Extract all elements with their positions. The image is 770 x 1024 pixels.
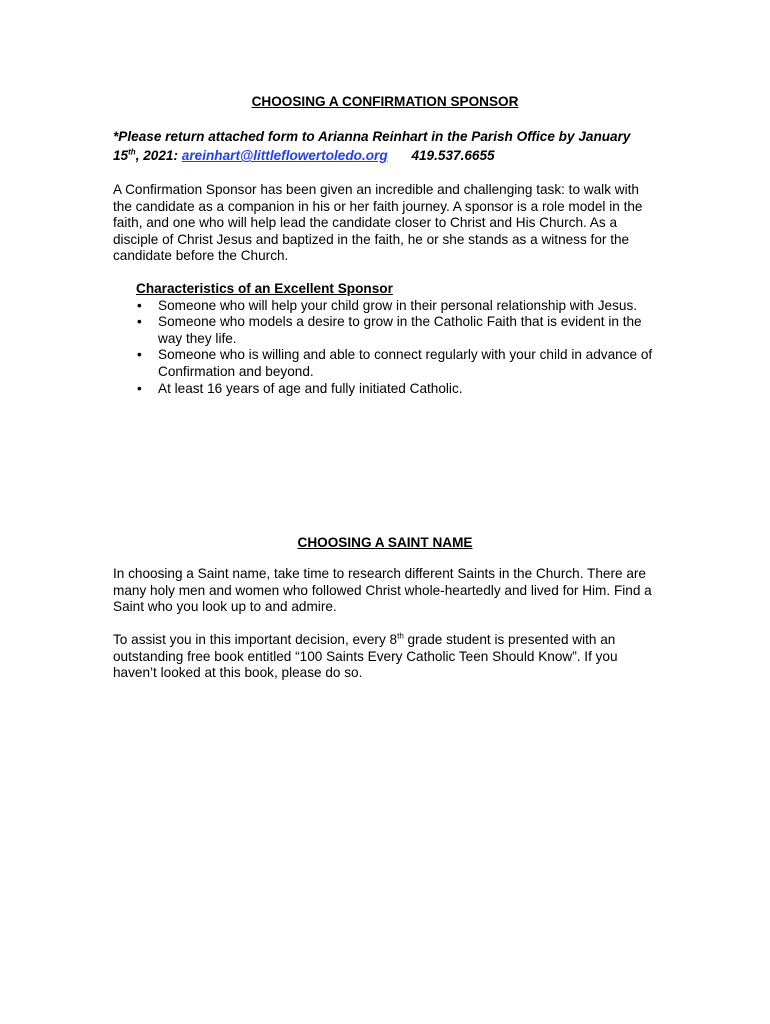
list-item-text: Someone who will help your child grow in their personal relationship with Jesus.	[158, 297, 638, 313]
saint-paragraph-2	[113, 632, 653, 682]
saint-paragraph-2-rest: grade student is presented with an outstanding free book entitled “100 Saints Every Catholic Teen Should Know”. If you haven’t looked at this book, please do so.	[113, 632, 618, 681]
saint-paragraph-2-start: To assist you in this important decision, every 8	[113, 632, 398, 647]
list-item	[136, 298, 656, 315]
list-item	[136, 314, 656, 347]
grade-suffix-sup: th	[397, 631, 404, 641]
list-item	[136, 347, 656, 380]
list-item-text: At least 16 years of age and fully initiated Catholic.	[158, 380, 463, 396]
list-item	[136, 381, 656, 398]
bullet-icon: •	[137, 297, 142, 313]
bullet-icon: •	[137, 347, 142, 363]
contact-phone: 419.537.6655	[411, 148, 495, 163]
sponsor-intro-paragraph: A Confirmation Sponsor has been given an incredible and challenging task: to walk with the candidate as a companion in his or her faith journey. A sponsor is a role model in the faith, and one who will help lead the candidate closer to Christ and His Church. As a disciple of Christ Jesus and baptized in the faith, he or she stands as a witness for the candidate before the Church.	[113, 182, 643, 264]
notice-date-year: , 2021:	[135, 148, 182, 163]
bullet-icon: •	[137, 380, 142, 396]
saint-paragraph-1: In choosing a Saint name, take time to research different Saints in the Church. There are many holy men and women who followed Christ whole-heartedly and lived for Him. Find a Saint who you look up to and admire.	[113, 566, 652, 615]
return-form-notice	[113, 127, 673, 165]
confirmation-sponsor-title: CHOOSING A CONFIRMATION SPONSOR	[251, 94, 519, 109]
characteristics-title: Characteristics of an Excellent Sponsor	[136, 281, 393, 296]
contact-email-link[interactable]: areinhart@littleflowertoledo.org	[181, 148, 388, 163]
bullet-icon: •	[137, 314, 142, 330]
notice-date-suffix-sup: th	[128, 147, 136, 157]
characteristics-section	[136, 281, 656, 397]
notice-date-day: 15	[113, 148, 129, 163]
notice-line-2	[113, 146, 673, 165]
notice-line-1: *Please return attached form to Arianna Reinhart in the Parish Office by January	[113, 129, 631, 144]
characteristics-list	[136, 298, 656, 398]
list-item-text: Someone who is willing and able to connect regularly with your child in advance of Confirmation and beyond.	[158, 347, 653, 379]
list-item-text: Someone who models a desire to grow in the Catholic Faith that is evident in the way they life.	[158, 314, 642, 346]
saint-name-title: CHOOSING A SAINT NAME	[297, 535, 473, 550]
